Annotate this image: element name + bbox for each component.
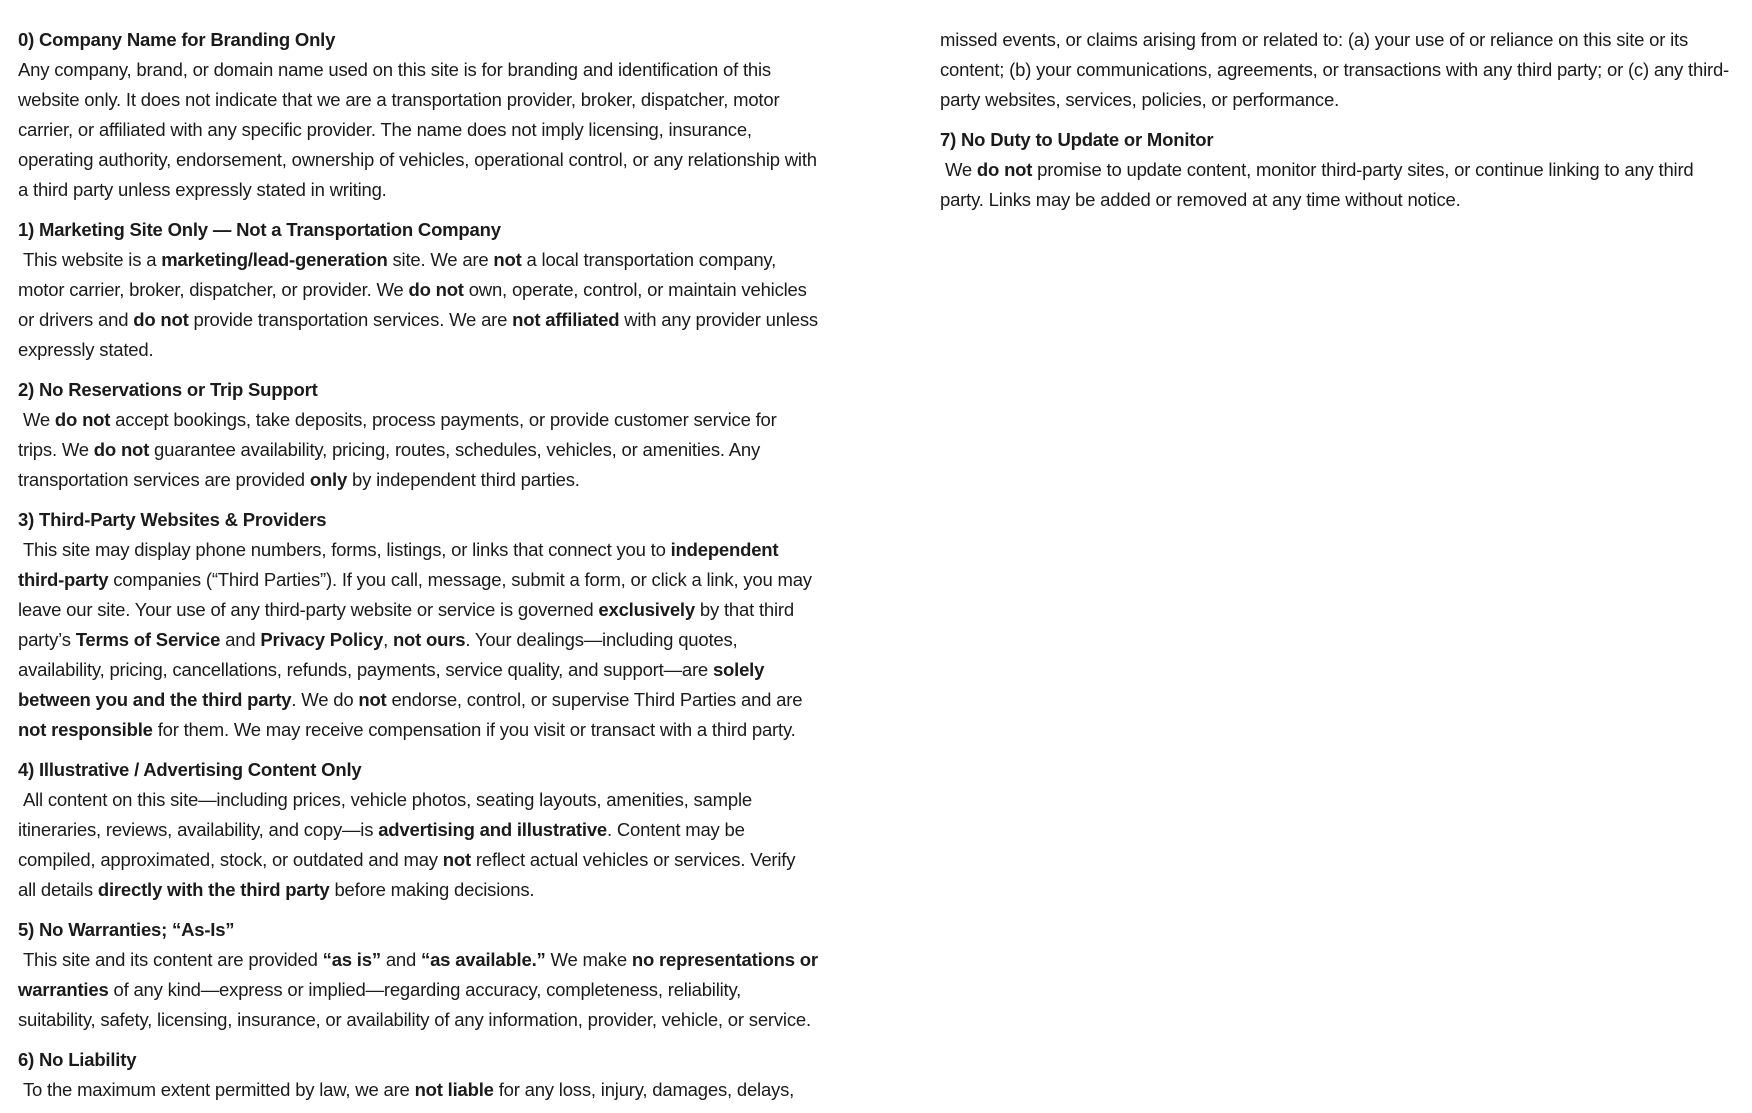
bold-text-run: marketing/lead-generation <box>161 249 388 270</box>
legal-section <box>18 915 823 1035</box>
text-run: companies (“Third Parties”). If you call, message, submit a form, or click a link, you may leave our site. Your use of any third-party website or service is governed <box>18 569 817 620</box>
bold-text-run: not affiliated <box>512 309 620 330</box>
text-run: accept bookings, take deposits, process payments, or provide customer service for trips. We <box>18 409 782 460</box>
section-body <box>18 405 818 495</box>
text-run: provide transportation services. We are <box>188 309 513 330</box>
bold-text-run: not <box>493 249 522 270</box>
bold-text-run: exclusively <box>598 599 695 620</box>
bold-text-run: do not <box>54 409 111 430</box>
bold-text-run: Privacy Policy <box>260 629 384 650</box>
bold-text-run: not <box>358 689 387 710</box>
text-run: . Content may be compiled, approximated, stock, or outdated and may <box>18 819 750 870</box>
text-run: To the maximum extent permitted by law, we are <box>18 1079 415 1100</box>
bold-text-run: only <box>309 469 348 490</box>
text-run: own, operate, control, or maintain vehicles or drivers and <box>18 279 812 330</box>
bold-text-run: “as available.” <box>421 949 546 970</box>
bold-text-run: Terms of Service <box>75 629 221 650</box>
text-run: site. We are <box>387 249 494 270</box>
bold-text-run: no representations or warranties <box>18 949 823 1000</box>
section-heading: 3) Third-Party Websites & Providers <box>18 509 327 530</box>
text-run: All content on this site—including prices, vehicle photos, seating layouts, amenities, sample itineraries, reviews, availability, and copy—is <box>18 789 757 840</box>
text-run: This site and its content are provided <box>18 949 323 970</box>
text-run: , <box>383 629 393 650</box>
text-run: for any loss, injury, damages, delays, missed events, or claims arising from or related to: (a) your use of or reliance on this site or its content; (b) your communications, agreements, or transactions with any third party; or (c) any third-party websites, services, policies, or performance. <box>493 29 1729 1100</box>
section-heading: 1) Marketing Site Only — Not a Transportation Company <box>18 219 501 240</box>
text-run: reflect actual vehicles or services. Verify all details <box>18 849 801 900</box>
bold-text-run: do not <box>93 439 150 460</box>
legal-section <box>18 25 822 205</box>
text-run: by independent third parties. <box>347 469 580 490</box>
text-run: . Your dealings—including quotes, availability, pricing, cancellations, refunds, payments, service quality, and support—are <box>18 629 743 680</box>
section-heading: 2) No Reservations or Trip Support <box>18 379 318 400</box>
bold-text-run: directly with the third party <box>97 879 330 900</box>
text-run: of any kind—express or implied—regarding accuracy, completeness, reliability, suitability, safety, licensing, insurance, or availability of any information, provider, vehicle, or service. <box>18 979 811 1030</box>
text-run: This site may display phone numbers, forms, listings, or links that connect you to <box>18 539 671 560</box>
bold-text-run: “as is” <box>322 949 381 970</box>
bold-text-run: advertising and illustrative <box>378 819 608 840</box>
text-run: We make <box>545 949 632 970</box>
text-run: by that third party’s <box>18 599 799 650</box>
section-body <box>18 785 818 905</box>
section-body <box>18 535 818 745</box>
bold-text-run: do not <box>133 309 189 330</box>
section-body <box>18 55 822 205</box>
legal-section <box>18 215 823 365</box>
text-run: . We do <box>291 689 359 710</box>
text-run: We <box>18 409 55 430</box>
section-heading: 4) Illustrative / Advertising Content Only <box>18 759 362 780</box>
bold-text-run: do not <box>976 159 1033 180</box>
bold-text-run: do not <box>408 279 464 300</box>
text-run: promise to update content, monitor third-party sites, or continue linking to any third party. Links may be added or removed at any time without notice. <box>940 159 1699 210</box>
text-run: with any provider unless expressly stated. <box>18 309 823 360</box>
legal-section <box>940 125 1740 215</box>
text-run: and <box>220 629 261 650</box>
bold-text-run: not ours <box>392 629 466 650</box>
text-run: and <box>380 949 422 970</box>
section-body <box>940 155 1740 215</box>
legal-section <box>18 755 818 905</box>
text-run: a local transportation company, motor carrier, broker, dispatcher, or provider. We <box>18 249 781 300</box>
text-run: before making decisions. <box>329 879 535 900</box>
legal-section <box>18 505 818 745</box>
text-run: guarantee availability, pricing, routes, schedules, vehicles, or amenities. Any transportation services are provided <box>18 439 765 490</box>
section-body <box>18 945 823 1035</box>
bold-text-run: not <box>442 849 471 870</box>
text-run: This website is a <box>18 249 162 270</box>
section-heading: 7) No Duty to Update or Monitor <box>940 129 1214 150</box>
bold-text-run: not liable <box>414 1079 494 1100</box>
bold-text-run: independent third-party <box>18 539 784 590</box>
section-heading: 6) No Liability <box>18 1049 137 1070</box>
text-run: endorse, control, or supervise Third Parties and are <box>386 689 808 710</box>
section-body <box>18 245 823 365</box>
text-run: for them. We may receive compensation if you visit or transact with a third party. <box>152 719 796 740</box>
text-run: We <box>940 159 977 180</box>
legal-section <box>18 375 818 495</box>
bold-text-run: not responsible <box>18 719 153 740</box>
text-run: Any company, brand, or domain name used on this site is for branding and identification of this website only. It does not indicate that we are a transportation provider, broker, dispatcher, motor carrier, or affiliated with any specific provider. The name does not imply licensing, insurance, operating authority, endorsement, ownership of vehicles, operational control, or any relationship with a third party unless expressly stated in writing. <box>18 59 822 200</box>
section-heading: 5) No Warranties; “As-Is” <box>18 919 235 940</box>
section-heading: 0) Company Name for Branding Only <box>18 29 336 50</box>
bold-text-run: solely between you and the third party <box>18 659 770 710</box>
